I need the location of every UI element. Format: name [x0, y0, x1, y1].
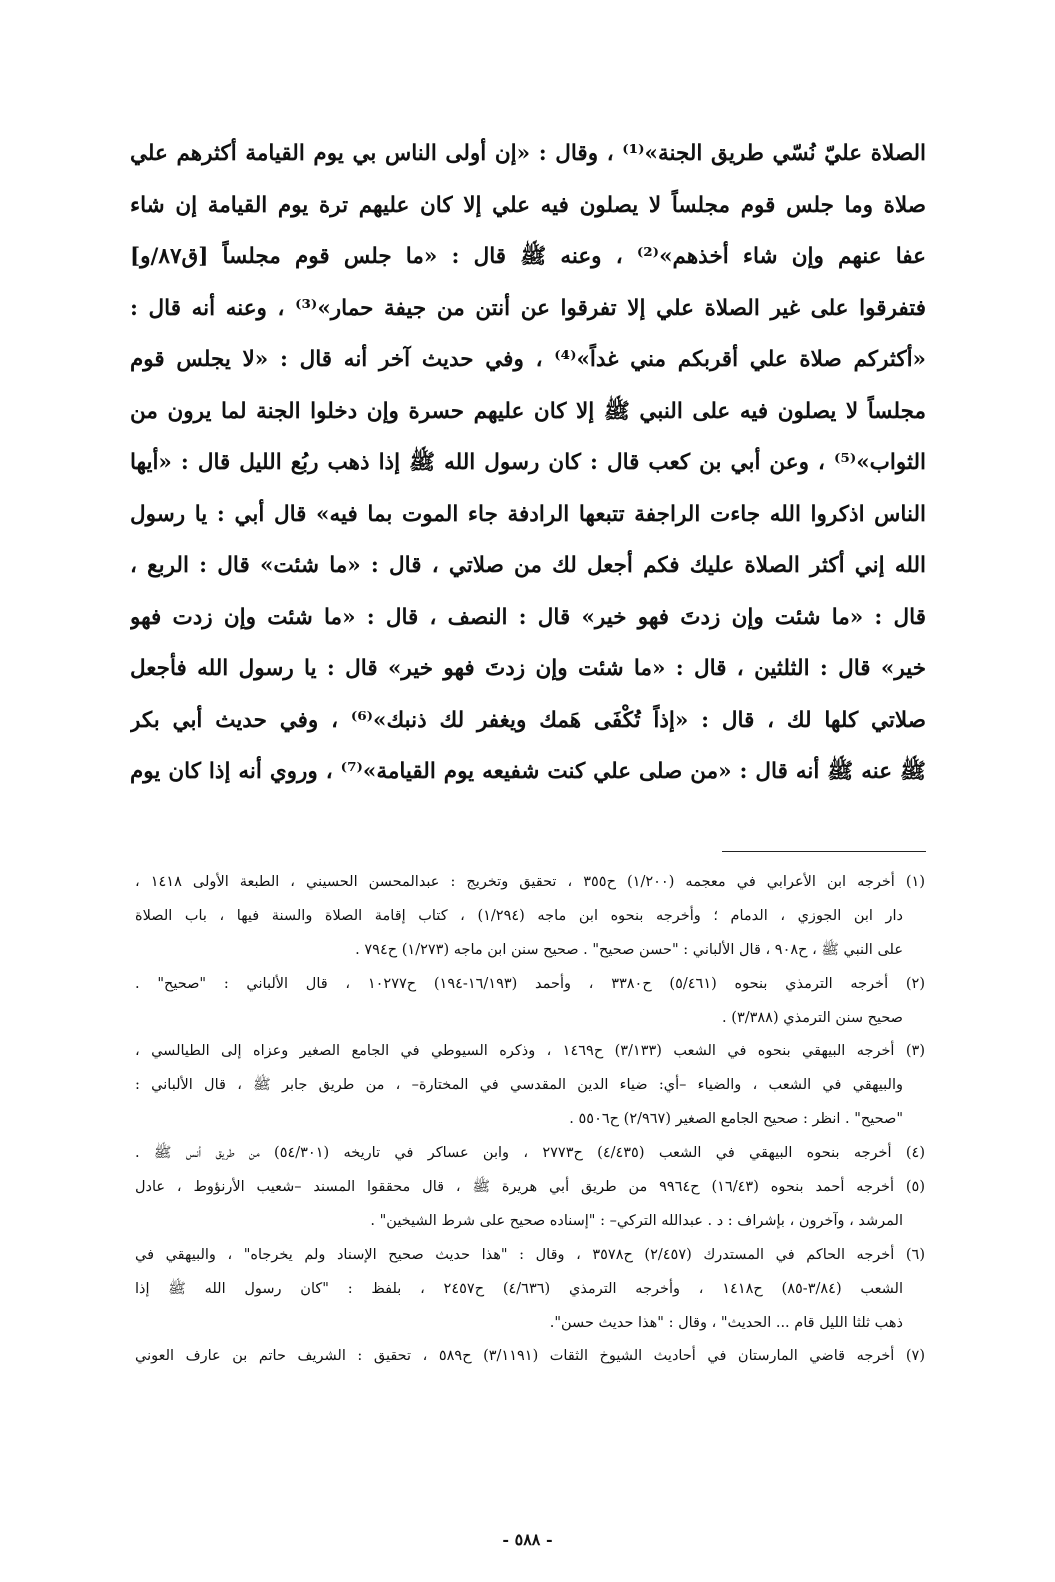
text-line: مجلساً لا يصلون فيه على النبي ﷺ إلا كان عليهم حسرة وإن دخلوا الجنة لما يرون من — [130, 398, 926, 424]
main-text — [130, 128, 926, 798]
text-line: الناس اذكروا الله جاءت الراجفة تتبعها الرادفة جاء الموت بما فيه» قال أبي : يا رسول — [130, 501, 926, 527]
footnotes — [135, 866, 925, 1374]
footnote-line: "صحيح" . انظر : صحيح الجامع الصغير (٢/٩٦٧) ح٥٥٠٦ . — [569, 1111, 903, 1128]
text-line: صلاتي كلها لك ، قال : «إذاً تُكْفَى هَمك ويغفر لك ذنبك»⁽⁶⁾ ، وفي حديث أبي بكر — [130, 707, 926, 733]
footnote-line: الشعب (٣/٨٤-٨٥) ح١٤١٨ ، وأخرجه الترمذي (٤/٦٣٦) ح٢٤٥٧ ، بلفظ : "كان رسول الله ﷺ إذا — [135, 1280, 903, 1297]
footnote-line: (٢) أخرجه الترمذي بنحوه (٥/٤٦١) ح٣٣٨٠ ، وأحمد (١٦/١٩٣-١٩٤) ح١٠٢٧٧ ، قال الألباني : "صحيح" . — [135, 975, 925, 992]
footnote-line: (٥) أخرجه أحمد بنحوه (١٦/٤٣) ح٩٩٦٤ من طريق أبي هريرة ﷺ ، قال محققوا المسند –شعيب الأرنؤوط ، عادل — [135, 1179, 925, 1196]
footnote-line: (٧) أخرجه قاضي المارستان في أحاديث الشيوخ الثقات (٣/١١٩١) ح٥٨٩ ، تحقيق : الشريف حاتم بن عارف العوني — [135, 1348, 925, 1365]
footnote-line: دار ابن الجوزي ، الدمام ؛ وأخرجه بنحوه ابن ماجه (١/٢٩٤) ، كتاب إقامة الصلاة والسنة فيها ، باب الصلاة — [135, 907, 903, 924]
footnote-line: (٣) أخرجه البيهقي بنحوه في الشعب (٣/١٣٣) ح١٤٦٩ ، وذكره السيوطي في الجامع الصغير وعزاه إلى الطيالسي ، — [135, 1043, 925, 1060]
footnote-line: (٦) أخرجه الحاكم في المستدرك (٢/٤٥٧) ح٣٥٧٨ ، وقال : "هذا حديث صحيح الإسناد ولم يخرجاه" ، والبيهقي في — [135, 1246, 925, 1263]
text-line: صلاة وما جلس قوم مجلساً لا يصلون فيه علي إلا كان عليهم ترة يوم القيامة إن شاء — [130, 192, 926, 218]
text-line: الثواب»⁽⁵⁾ ، وعن أبي بن كعب قال : كان رسول الله ﷺ إذا ذهب ربُع الليل قال : «أيها — [130, 450, 926, 475]
text-line: قال : «ما شئت وإن زدتَ فهو خير» قال : النصف ، قال : «ما شئت وإن زدت فهو — [130, 604, 926, 630]
text-line: الله إني أكثر الصلاة عليك فكم أجعل لك من صلاتي ، قال : «ما شئت» قال : الربع ، — [130, 553, 926, 578]
page-number: - ٥٨٨ - — [502, 1530, 553, 1549]
footnote-line: صحيح سنن الترمذي (٣/٣٨٨) . — [722, 1009, 903, 1026]
footnote-line: (٤) أخرجه بنحوه البيهقي في الشعب (٤/٤٣٥) ح٢٧٧٣ ، وابن عساكر في تاريخه (٥٤/٣٠١) من طريق أنس ﷺ . — [135, 1145, 925, 1162]
footnote-separator — [722, 851, 926, 852]
footnote-line: والبيهقي في الشعب ، والضياء –أي: ضياء الدين المقدسي في المختارة– ، من طريق جابر ﷺ ، قال الألباني : — [135, 1077, 903, 1094]
text-line: عفا عنهم وإن شاء أخذهم»⁽²⁾ ، وعنه ﷺ قال : «ما جلس قوم مجلساً [ق٨٧/و] — [130, 244, 926, 269]
text-line: ﷺ عنه ﷺ أنه قال : «من صلى علي كنت شفيعه يوم القيامة»⁽⁷⁾ ، وروي أنه إذا كان يوم — [130, 759, 926, 784]
footnote-line: على النبي ﷺ ، ح٩٠٨ ، قال الألباني : "حسن صحيح" . صحيح سنن ابن ماجه (١/٢٧٣) ح٧٩٤ . — [355, 941, 903, 958]
text-line: الصلاة عليّ نُسّي طريق الجنة»⁽¹⁾ ، وقال : «إن أولى الناس بي يوم القيامة أكثرهم علي — [130, 141, 926, 166]
footnote-line: ذهب ثلثا الليل قام ... الحديث" ، وقال : "هذا حديث حسن". — [549, 1314, 903, 1331]
text-line: فتفرقوا على غير الصلاة علي إلا تفرقوا عن أنتن من جيفة حمار»⁽³⁾ ، وعنه أنه قال : — [130, 295, 926, 321]
text-line: «أكثركم صلاة علي أقربكم مني غداً»⁽⁴⁾ ، وفي حديث آخر أنه قال : «لا يجلس قوم — [130, 347, 926, 372]
footnote-line: المرشد ، وآخرون ، بإشراف : د . عبدالله التركي– : "إسناده صحيح على شرط الشيخين" . — [370, 1212, 903, 1229]
footnote-line: (١) أخرجه ابن الأعرابي في معجمه (١/٢٠٠) ح٣٥٥ ، تحقيق وتخريج : عبدالمحسن الحسيني ، الطبعة الأولى ١٤١٨ ، — [135, 874, 925, 890]
text-line: خير» قال : الثلثين ، قال : «ما شئت وإن زدتَ فهو خير» قال : يا رسول الله فأجعل — [130, 656, 926, 681]
